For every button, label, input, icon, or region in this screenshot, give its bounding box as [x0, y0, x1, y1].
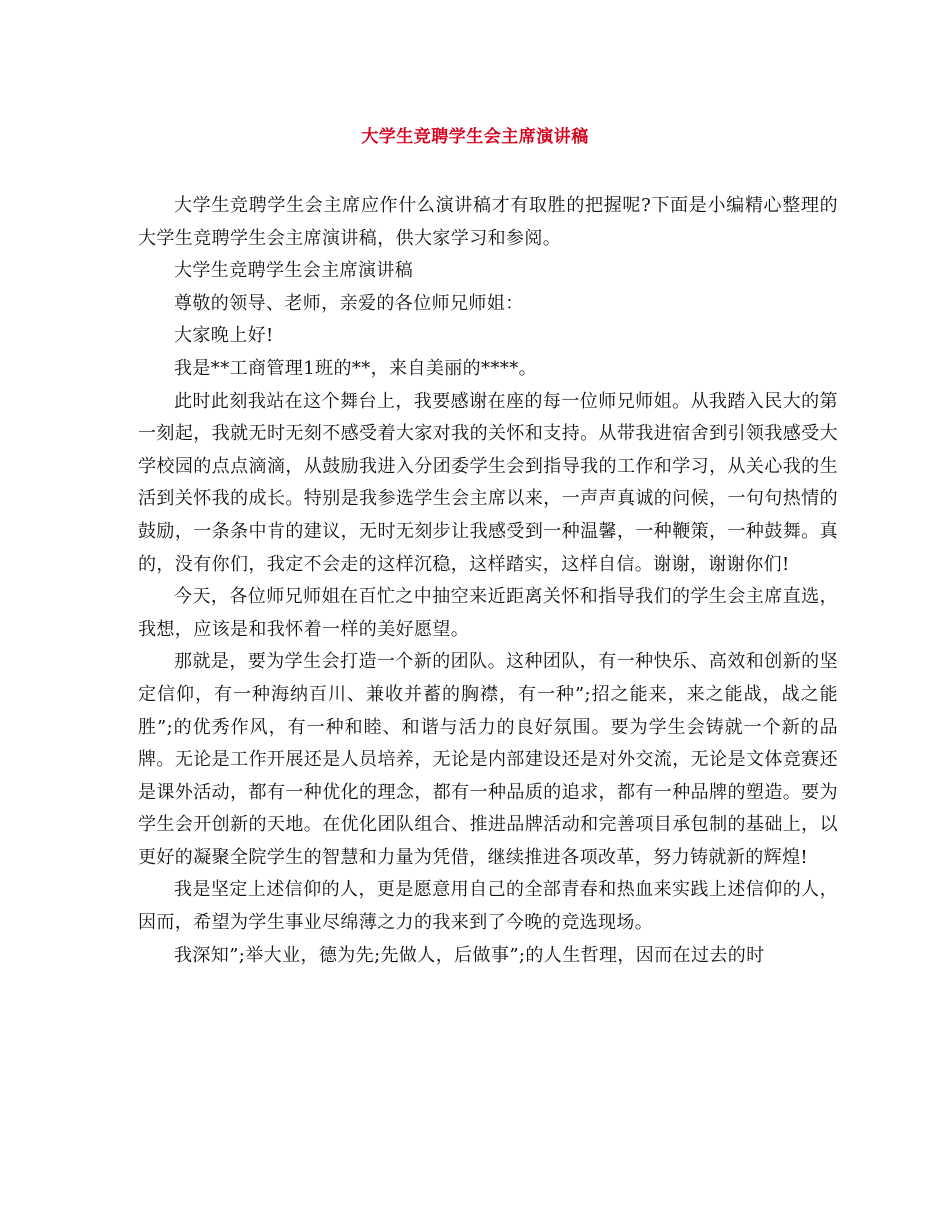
document-body: [138, 190, 838, 972]
paragraph-salutation: 尊敬的领导、老师，亲爱的各位师兄师姐：: [174, 292, 524, 314]
paragraph-thanks: 此时此刻我站在这个舞台上，我要感谢在座的每一位师兄师姐。从我踏入民大的第一刻起，我就无时无刻不感受着大家对我的关怀和支持。从带我进宿舍到引领我感受大学校园的点点滴滴，从鼓励我进入分团委学生会到指导我的工作和学习，从关心我的生活到关怀我的成长。特别是我参选学生会主席以来，一声声真诚的问候，一句句热情的鼓励，一条条中肯的建议，无时无刻步让我感受到一种温馨，一种鞭策，一种鼓舞。真的，没有你们，我定不会走的这样沉稳，这样踏实，这样自信。谢谢，谢谢你们!: [138, 390, 838, 575]
paragraph-heading: 大学生竞聘学生会主席演讲稿: [174, 260, 414, 282]
paragraph-today: 今天，各位师兄师姐在百忙之中抽空来近距离关怀和指导我们的学生会主席直选，我想，应该是和我怀着一样的美好愿望。: [138, 586, 838, 640]
paragraph-vision: 那就是，要为学生会打造一个新的团队。这种团队，有一种快乐、高效和创新的坚定信仰，有一种海纳百川、兼收并蓄的胸襟，有一种”;招之能来，来之能战，战之能胜”;的优秀作风，有一种和睦、和谐与活力的良好氛围。要为学生会铸就一个新的品牌。无论是工作开展还是人员培养，无论是内部建设还是对外交流，无论是文体竞赛还是课外活动，都有一种优化的理念，都有一种品质的追求，都有一种品牌的塑造。要为学生会开创新的天地。在优化团队组合、推进品牌活动和完善项目承包制的基础上，以更好的凝聚全院学生的智慧和力量为凭借，继续推进各项改革，努力铸就新的辉煌!: [138, 651, 838, 868]
paragraph-greeting: 大家晚上好!: [174, 325, 274, 347]
paragraph-intro: 大学生竞聘学生会主席应作什么演讲稿才有取胜的把握呢?下面是小编精心整理的大学生竞聘学生会主席演讲稿，供大家学习和参阅。: [138, 195, 838, 249]
document-title: 大学生竞聘学生会主席演讲稿: [361, 127, 589, 147]
paragraph-self-intro: 我是**工商管理1班的**，来自美丽的****。: [174, 357, 538, 379]
paragraph-philosophy: 我深知”;举大业，德为先;先做人，后做事”;的人生哲理，因而在过去的时: [174, 944, 765, 966]
paragraph-belief: 我是坚定上述信仰的人，更是愿意用自己的全部青春和热血来实践上述信仰的人，因而，希望为学生事业尽绵薄之力的我来到了今晚的竞选现场。: [138, 879, 838, 934]
